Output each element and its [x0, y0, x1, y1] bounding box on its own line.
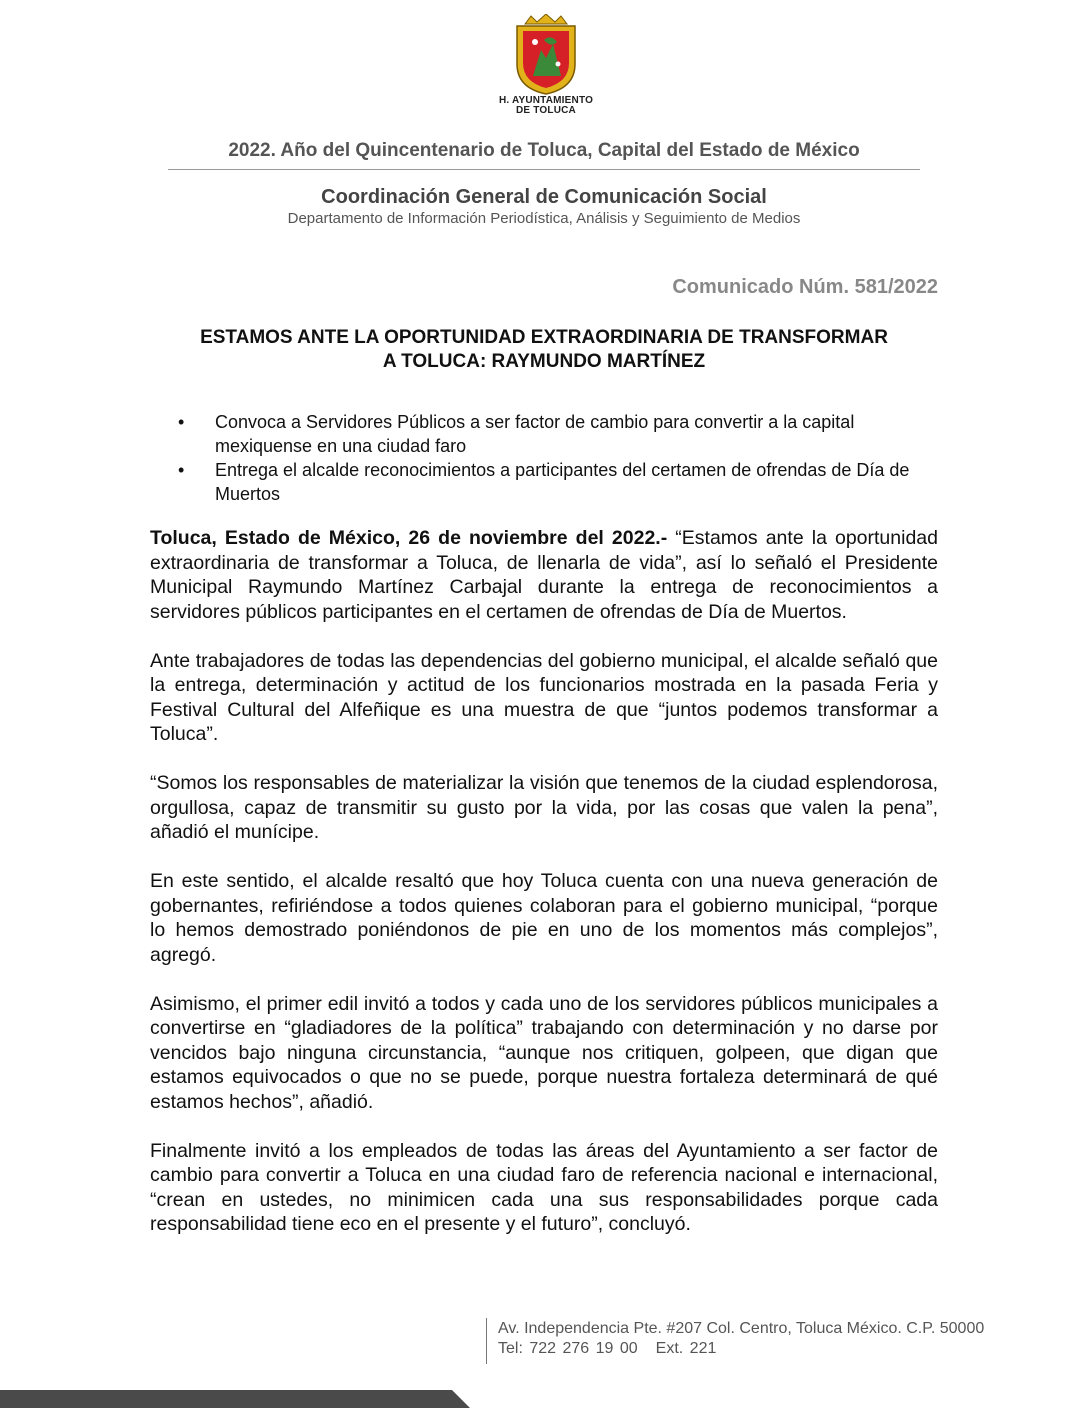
lead-text: “Estamos ante la oportunidad extraordinaria de transformar a Toluca, de llenarla de vida”, así lo señaló el Presidente Municipal Raymundo Martínez Carbajal durante la entrega de reconocimientos a servidores públicos participantes en el certamen de ofrendas de Día de Muertos.	[150, 527, 938, 623]
bullet-text: Convoca a Servidores Públicos a ser factor de cambio para convertir a la capital mexiquense en una ciudad faro	[215, 412, 855, 456]
headline-line1: ESTAMOS ANTE LA OPORTUNIDAD EXTRAORDINARIA DE TRANSFORMAR	[200, 327, 888, 348]
city-logo	[490, 14, 602, 122]
article-body	[150, 526, 938, 1261]
footer-bar	[0, 1390, 470, 1408]
bullet-item	[150, 458, 938, 506]
coat-of-arms-icon	[511, 14, 581, 96]
footer-divider	[486, 1318, 487, 1364]
body-paragraph: Finalmente invitó a los empleados de todas las áreas del Ayuntamiento a ser factor de cambio para convertir a Toluca en una ciudad faro de referencia nacional e internacional, “crean en ustedes, no minimicen cada una sus responsabilidades porque cada responsabilidad tiene eco en el presente y el futuro”, concluyó.	[150, 1139, 938, 1235]
bullet-icon: •	[178, 412, 185, 432]
footer-address: Av. Independencia Pte. #207 Col. Centro, Toluca México. C.P. 50000	[498, 1320, 985, 1337]
bullet-icon: •	[178, 460, 185, 480]
phone-number: Tel: 722 276 19 00	[498, 1340, 638, 1357]
communique-number: Comunicado Núm. 581/2022	[672, 276, 938, 298]
year-motto: 2022. Año del Quincentenario de Toluca, Capital del Estado de México	[228, 140, 860, 161]
footer-phone	[498, 1340, 716, 1358]
headline	[150, 326, 938, 374]
logo-text-line1: H. AYUNTAMIENTO	[498, 95, 594, 106]
department-subtitle: Departamento de Información Periodística, Análisis y Seguimiento de Medios	[287, 210, 801, 227]
body-paragraph: “Somos los responsables de materializar la visión que tenemos de la ciudad esplendorosa, orgullosa, capaz de transmitir su gusto por la vida, por las cosas que valen la pena”, añadió el munícipe.	[150, 772, 938, 843]
headline-line2: A TOLUCA: RAYMUNDO MARTÍNEZ	[382, 351, 706, 372]
body-paragraph: Asimismo, el primer edil invitó a todos y cada uno de los servidores públicos municipales a convertirse en “gladiadores de la política” trabajando con determinación y no darse por vencidos bajo ninguna circunstancia, “aunque nos critiquen, golpeen, que digan que estamos equivocados o que no se puede, porque nuestra fortaleza determinará de qué estamos hechos”, añadió.	[150, 992, 938, 1113]
bullet-text: Entrega el alcalde reconocimientos a participantes del certamen de ofrendas de Día de Muertos	[215, 460, 910, 504]
header-divider	[168, 169, 920, 170]
phone-extension: Ext. 221	[655, 1340, 717, 1357]
summary-bullets	[150, 410, 938, 506]
coordination-title: Coordinación General de Comunicación Social	[321, 186, 767, 208]
logo-text-line2: DE TOLUCA	[516, 105, 576, 116]
dateline: Toluca, Estado de México, 26 de noviembre del 2022.-	[150, 527, 668, 549]
body-paragraph: Ante trabajadores de todas las dependencias del gobierno municipal, el alcalde señaló que la entrega, determinación y actitud de los funcionarios mostrada en la pasada Feria y Festival Cultural del Alfeñique es una muestra de que “juntos podemos transformar a Toluca”.	[150, 649, 938, 745]
lead-paragraph	[150, 526, 938, 624]
bullet-item	[150, 410, 938, 458]
body-paragraph: En este sentido, el alcalde resaltó que hoy Toluca cuenta con una nueva generación de gobernantes, refiriéndose a todos quienes colaboran para el gobierno municipal, “porque lo hemos demostrado poniéndonos de pie en uno de los momentos más complejos”, agregó.	[150, 870, 938, 966]
